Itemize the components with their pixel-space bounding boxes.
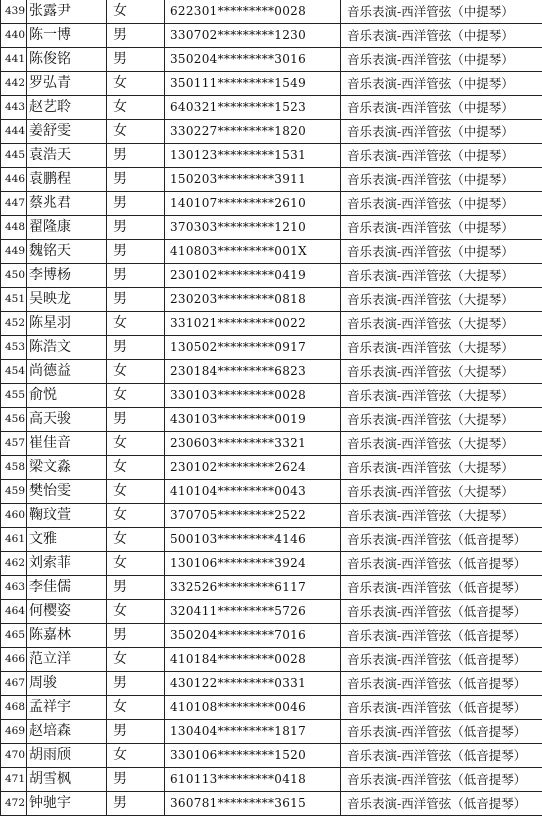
gender-cell: 女 xyxy=(107,480,165,504)
gender-cell: 女 xyxy=(107,312,165,336)
id-number-cell: 150203*********3911 xyxy=(165,168,341,192)
major-cell: 音乐表演-西洋管弦（低音提琴） xyxy=(341,552,542,576)
gender-cell: 女 xyxy=(107,552,165,576)
name-cell: 胡雨颀 xyxy=(27,744,107,768)
name-cell: 陈俊铭 xyxy=(27,48,107,72)
gender-cell: 女 xyxy=(107,456,165,480)
serial-number-cell: 459 xyxy=(1,480,27,504)
table-row xyxy=(1,624,542,648)
major-cell: 音乐表演-西洋管弦（低音提琴） xyxy=(341,600,542,624)
id-number-cell: 370303*********1210 xyxy=(165,216,341,240)
id-number-cell: 330103*********0028 xyxy=(165,384,341,408)
serial-number-cell: 439 xyxy=(1,0,27,24)
name-cell: 鞠玟萱 xyxy=(27,504,107,528)
serial-number-cell: 442 xyxy=(1,72,27,96)
name-cell: 吴映龙 xyxy=(27,288,107,312)
table-row xyxy=(1,432,542,456)
major-cell: 音乐表演-西洋管弦（中提琴） xyxy=(341,216,542,240)
major-cell: 音乐表演-西洋管弦（中提琴） xyxy=(341,24,542,48)
id-number-cell: 130106*********3924 xyxy=(165,552,341,576)
id-number-cell: 230203*********0818 xyxy=(165,288,341,312)
name-cell: 魏铭天 xyxy=(27,240,107,264)
name-cell: 俞悦 xyxy=(27,384,107,408)
table-row xyxy=(1,192,542,216)
serial-number-cell: 448 xyxy=(1,216,27,240)
serial-number-cell: 446 xyxy=(1,168,27,192)
major-cell: 音乐表演-西洋管弦（大提琴） xyxy=(341,336,542,360)
major-cell: 音乐表演-西洋管弦（中提琴） xyxy=(341,144,542,168)
id-number-cell: 410104*********0043 xyxy=(165,480,341,504)
table-row xyxy=(1,0,542,24)
id-number-cell: 350111*********1549 xyxy=(165,72,341,96)
table-row xyxy=(1,216,542,240)
table-row xyxy=(1,504,542,528)
name-cell: 崔佳音 xyxy=(27,432,107,456)
gender-cell: 女 xyxy=(107,432,165,456)
major-cell: 音乐表演-西洋管弦（中提琴） xyxy=(341,96,542,120)
id-number-cell: 130404*********1817 xyxy=(165,720,341,744)
serial-number-cell: 471 xyxy=(1,768,27,792)
id-number-cell: 640321*********1523 xyxy=(165,96,341,120)
table-row xyxy=(1,696,542,720)
name-cell: 高天骏 xyxy=(27,408,107,432)
name-cell: 陈星羽 xyxy=(27,312,107,336)
gender-cell: 女 xyxy=(107,72,165,96)
id-number-cell: 130502*********0917 xyxy=(165,336,341,360)
gender-cell: 男 xyxy=(107,720,165,744)
id-number-cell: 360781*********3615 xyxy=(165,792,341,816)
table-row xyxy=(1,312,542,336)
major-cell: 音乐表演-西洋管弦（大提琴） xyxy=(341,360,542,384)
name-cell: 文雅 xyxy=(27,528,107,552)
table-row xyxy=(1,768,542,792)
id-number-cell: 430103*********0019 xyxy=(165,408,341,432)
major-cell: 音乐表演-西洋管弦（中提琴） xyxy=(341,120,542,144)
major-cell: 音乐表演-西洋管弦（大提琴） xyxy=(341,456,542,480)
name-cell: 赵艺聆 xyxy=(27,96,107,120)
serial-number-cell: 457 xyxy=(1,432,27,456)
major-cell: 音乐表演-西洋管弦（大提琴） xyxy=(341,288,542,312)
major-cell: 音乐表演-西洋管弦（低音提琴） xyxy=(341,576,542,600)
name-cell: 袁浩天 xyxy=(27,144,107,168)
name-cell: 陈一博 xyxy=(27,24,107,48)
name-cell: 李博杨 xyxy=(27,264,107,288)
id-number-cell: 130123*********1531 xyxy=(165,144,341,168)
table-row xyxy=(1,48,542,72)
major-cell: 音乐表演-西洋管弦（低音提琴） xyxy=(341,648,542,672)
table-row xyxy=(1,120,542,144)
major-cell: 音乐表演-西洋管弦（低音提琴） xyxy=(341,696,542,720)
name-cell: 何樱姿 xyxy=(27,600,107,624)
name-cell: 袁鹏程 xyxy=(27,168,107,192)
id-number-cell: 332526*********6117 xyxy=(165,576,341,600)
serial-number-cell: 441 xyxy=(1,48,27,72)
serial-number-cell: 440 xyxy=(1,24,27,48)
major-cell: 音乐表演-西洋管弦（低音提琴） xyxy=(341,768,542,792)
serial-number-cell: 465 xyxy=(1,624,27,648)
id-number-cell: 610113*********0418 xyxy=(165,768,341,792)
gender-cell: 女 xyxy=(107,696,165,720)
major-cell: 音乐表演-西洋管弦（大提琴） xyxy=(341,264,542,288)
major-cell: 音乐表演-西洋管弦（低音提琴） xyxy=(341,672,542,696)
id-number-cell: 230102*********0419 xyxy=(165,264,341,288)
major-cell: 音乐表演-西洋管弦（低音提琴） xyxy=(341,720,542,744)
table-row xyxy=(1,672,542,696)
serial-number-cell: 468 xyxy=(1,696,27,720)
id-number-cell: 410184*********0028 xyxy=(165,648,341,672)
serial-number-cell: 447 xyxy=(1,192,27,216)
serial-number-cell: 452 xyxy=(1,312,27,336)
gender-cell: 男 xyxy=(107,336,165,360)
gender-cell: 男 xyxy=(107,576,165,600)
serial-number-cell: 467 xyxy=(1,672,27,696)
id-number-cell: 370705*********2522 xyxy=(165,504,341,528)
name-cell: 周骏 xyxy=(27,672,107,696)
serial-number-cell: 450 xyxy=(1,264,27,288)
serial-number-cell: 461 xyxy=(1,528,27,552)
serial-number-cell: 470 xyxy=(1,744,27,768)
name-cell: 姜舒雯 xyxy=(27,120,107,144)
serial-number-cell: 454 xyxy=(1,360,27,384)
name-cell: 李佳儒 xyxy=(27,576,107,600)
id-number-cell: 230603*********3321 xyxy=(165,432,341,456)
id-number-cell: 140107*********2610 xyxy=(165,192,341,216)
major-cell: 音乐表演-西洋管弦（低音提琴） xyxy=(341,744,542,768)
serial-number-cell: 444 xyxy=(1,120,27,144)
major-cell: 音乐表演-西洋管弦（中提琴） xyxy=(341,72,542,96)
major-cell: 音乐表演-西洋管弦（大提琴） xyxy=(341,384,542,408)
serial-number-cell: 445 xyxy=(1,144,27,168)
gender-cell: 男 xyxy=(107,624,165,648)
serial-number-cell: 453 xyxy=(1,336,27,360)
gender-cell: 男 xyxy=(107,264,165,288)
gender-cell: 男 xyxy=(107,792,165,816)
gender-cell: 男 xyxy=(107,144,165,168)
name-cell: 赵培森 xyxy=(27,720,107,744)
gender-cell: 女 xyxy=(107,504,165,528)
table-row xyxy=(1,240,542,264)
table-row xyxy=(1,144,542,168)
gender-cell: 男 xyxy=(107,48,165,72)
id-number-cell: 331021*********0022 xyxy=(165,312,341,336)
id-number-cell: 350204*********7016 xyxy=(165,624,341,648)
id-number-cell: 500103*********4146 xyxy=(165,528,341,552)
id-number-cell: 622301*********0028 xyxy=(165,0,341,24)
gender-cell: 女 xyxy=(107,360,165,384)
table-row xyxy=(1,72,542,96)
gender-cell: 男 xyxy=(107,192,165,216)
major-cell: 音乐表演-西洋管弦（低音提琴） xyxy=(341,792,542,816)
id-number-cell: 230102*********2624 xyxy=(165,456,341,480)
major-cell: 音乐表演-西洋管弦（中提琴） xyxy=(341,48,542,72)
serial-number-cell: 458 xyxy=(1,456,27,480)
id-number-cell: 230184*********6823 xyxy=(165,360,341,384)
serial-number-cell: 464 xyxy=(1,600,27,624)
name-cell: 陈浩文 xyxy=(27,336,107,360)
major-cell: 音乐表演-西洋管弦（中提琴） xyxy=(341,240,542,264)
serial-number-cell: 469 xyxy=(1,720,27,744)
id-number-cell: 410108*********0046 xyxy=(165,696,341,720)
table-row xyxy=(1,384,542,408)
major-cell: 音乐表演-西洋管弦（大提琴） xyxy=(341,480,542,504)
table-row xyxy=(1,552,542,576)
table-row xyxy=(1,168,542,192)
table-row xyxy=(1,744,542,768)
gender-cell: 男 xyxy=(107,240,165,264)
gender-cell: 男 xyxy=(107,216,165,240)
major-cell: 音乐表演-西洋管弦（大提琴） xyxy=(341,312,542,336)
gender-cell: 男 xyxy=(107,672,165,696)
table-row xyxy=(1,480,542,504)
name-cell: 钟驰宇 xyxy=(27,792,107,816)
gender-cell: 男 xyxy=(107,168,165,192)
major-cell: 音乐表演-西洋管弦（中提琴） xyxy=(341,168,542,192)
roster-body xyxy=(1,0,542,816)
gender-cell: 女 xyxy=(107,96,165,120)
table-row xyxy=(1,600,542,624)
table-row xyxy=(1,96,542,120)
gender-cell: 女 xyxy=(107,744,165,768)
gender-cell: 女 xyxy=(107,528,165,552)
name-cell: 胡雪枫 xyxy=(27,768,107,792)
table-row xyxy=(1,408,542,432)
name-cell: 孟祥宇 xyxy=(27,696,107,720)
name-cell: 尚德益 xyxy=(27,360,107,384)
serial-number-cell: 443 xyxy=(1,96,27,120)
table-row xyxy=(1,456,542,480)
name-cell: 梁文淼 xyxy=(27,456,107,480)
gender-cell: 男 xyxy=(107,408,165,432)
gender-cell: 男 xyxy=(107,768,165,792)
table-row xyxy=(1,264,542,288)
name-cell: 蔡兆君 xyxy=(27,192,107,216)
major-cell: 音乐表演-西洋管弦（中提琴） xyxy=(341,192,542,216)
major-cell: 音乐表演-西洋管弦（中提琴） xyxy=(341,0,542,24)
serial-number-cell: 451 xyxy=(1,288,27,312)
name-cell: 范立洋 xyxy=(27,648,107,672)
name-cell: 陈嘉林 xyxy=(27,624,107,648)
table-row xyxy=(1,792,542,816)
table-row xyxy=(1,288,542,312)
table-row xyxy=(1,360,542,384)
gender-cell: 男 xyxy=(107,24,165,48)
serial-number-cell: 472 xyxy=(1,792,27,816)
id-number-cell: 330702*********1230 xyxy=(165,24,341,48)
major-cell: 音乐表演-西洋管弦（大提琴） xyxy=(341,504,542,528)
table-row xyxy=(1,528,542,552)
serial-number-cell: 460 xyxy=(1,504,27,528)
gender-cell: 女 xyxy=(107,600,165,624)
id-number-cell: 330106*********1520 xyxy=(165,744,341,768)
name-cell: 樊怡雯 xyxy=(27,480,107,504)
id-number-cell: 410803*********001X xyxy=(165,240,341,264)
serial-number-cell: 462 xyxy=(1,552,27,576)
major-cell: 音乐表演-西洋管弦（低音提琴） xyxy=(341,624,542,648)
table-row xyxy=(1,648,542,672)
table-row xyxy=(1,576,542,600)
serial-number-cell: 455 xyxy=(1,384,27,408)
table-row xyxy=(1,720,542,744)
major-cell: 音乐表演-西洋管弦（大提琴） xyxy=(341,408,542,432)
serial-number-cell: 449 xyxy=(1,240,27,264)
name-cell: 翟隆康 xyxy=(27,216,107,240)
id-number-cell: 330227*********1820 xyxy=(165,120,341,144)
serial-number-cell: 466 xyxy=(1,648,27,672)
table-row xyxy=(1,24,542,48)
id-number-cell: 430122*********0331 xyxy=(165,672,341,696)
name-cell: 刘索菲 xyxy=(27,552,107,576)
gender-cell: 女 xyxy=(107,0,165,24)
serial-number-cell: 456 xyxy=(1,408,27,432)
name-cell: 罗弘青 xyxy=(27,72,107,96)
name-cell: 张露尹 xyxy=(27,0,107,24)
id-number-cell: 320411*********5726 xyxy=(165,600,341,624)
gender-cell: 女 xyxy=(107,384,165,408)
major-cell: 音乐表演-西洋管弦（低音提琴） xyxy=(341,528,542,552)
gender-cell: 女 xyxy=(107,648,165,672)
id-number-cell: 350204*********3016 xyxy=(165,48,341,72)
serial-number-cell: 463 xyxy=(1,576,27,600)
table-row xyxy=(1,336,542,360)
major-cell: 音乐表演-西洋管弦（大提琴） xyxy=(341,432,542,456)
gender-cell: 男 xyxy=(107,288,165,312)
gender-cell: 女 xyxy=(107,120,165,144)
